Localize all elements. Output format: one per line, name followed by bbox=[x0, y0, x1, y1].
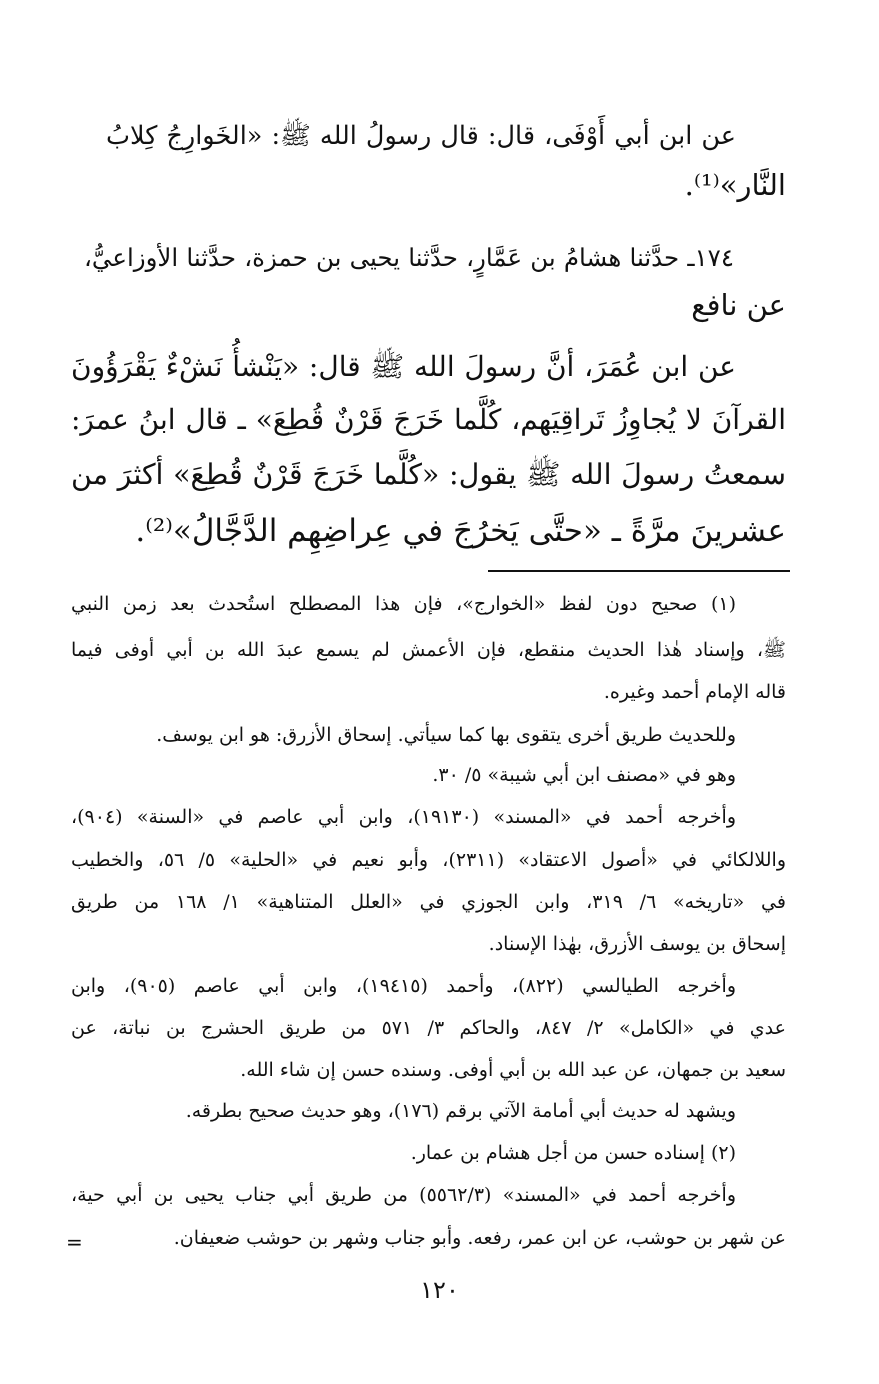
footnote-separator bbox=[488, 570, 790, 572]
footnote-line: قاله الإمام أحمد وغيره. bbox=[603, 681, 786, 703]
footnote-line: وللحديث طريق أخرى يتقوى بها كما سيأتي. إسحاق الأزرق: هو ابن يوسف. bbox=[156, 724, 736, 746]
footnote-line: وأخرجه الطيالسي (٨٢٢)، وأحمد (١٩٤١٥)، وابن أبي عاصم (٩٠٥)، وابن bbox=[71, 975, 736, 997]
footnote-line: (١) صحيح دون لفظ «الخوارج»، فإن هذا المصطلح استُحدث بعد زمن النبي bbox=[71, 593, 736, 615]
main-line: عن ابن عُمَرَ، أنَّ رسولَ الله ﷺ قال: «يَنْشأُ نَشْءٌ يَقْرَؤُونَ bbox=[71, 350, 736, 383]
footnote-line: عن شهر بن حوشب، عن ابن عمر، رفعه. وأبو جناب وشهر بن حوشب ضعيفان. bbox=[173, 1227, 786, 1249]
footnote-line: واللالكائي في «أصول الاعتقاد» (٢٣١١)، وأبو نعيم في «الحلية» ٥/ ٥٦، والخطيب bbox=[71, 849, 787, 871]
main-line: القرآنَ لا يُجاوِزُ تَراقِيَهم، كُلَّما خَرَجَ قَرْنٌ قُطِعَ» ـ قال ابنُ عمرَ: bbox=[71, 403, 786, 436]
footnote-line: إسحاق بن يوسف الأزرق، بهٰذا الإسناد. bbox=[488, 933, 786, 955]
footnote-line: عدي في «الكامل» ٢/ ٨٤٧، والحاكم ٣/ ٥٧١ من طريق الحشرج بن نباتة، عن bbox=[71, 1017, 786, 1039]
main-line: عن نافع bbox=[691, 288, 786, 322]
footnote-line: وأخرجه أحمد في «المسند» (١٩١٣٠)، وابن أبي عاصم في «السنة» (٩٠٤)، bbox=[71, 806, 736, 828]
footnote-line: في «تاريخه» ٦/ ٣١٩، وابن الجوزي في «العلل المتناهية» ١/ ١٦٨ من طريق bbox=[71, 891, 786, 913]
continuation-mark: = bbox=[66, 1230, 83, 1254]
main-line: النَّار»⁽¹⁾. bbox=[684, 168, 786, 202]
footnote-line: وأخرجه أحمد في «المسند» (٥٥٦٢/٣) من طريق أبي جناب يحيى بن أبي حية، bbox=[71, 1184, 736, 1206]
footnote-line: ﷺ، وإسناد هٰذا الحديث منقطع، فإن الأعمش لم يسمع عبدَ الله بن أبي أوفى فيما bbox=[71, 639, 786, 661]
main-line: سمعتُ رسولَ الله ﷺ يقول: «كُلَّما خَرَجَ قَرْنٌ قُطِعَ» أكثرَ من bbox=[71, 458, 786, 491]
page-number: ١٢٠ bbox=[420, 1276, 459, 1304]
footnote-line: سعيد بن جمهان، عن عبد الله بن أبي أوفى. وسنده حسن إن شاء الله. bbox=[240, 1059, 786, 1081]
footnote-line: وهو في «مصنف ابن أبي شيبة» ٥/ ٣٠. bbox=[432, 764, 736, 786]
footnote-line: (٢) إسناده حسن من أجل هشام بن عمار. bbox=[410, 1142, 736, 1164]
footnote-line: ويشهد له حديث أبي أمامة الآتي برقم (١٧٦)، وهو حديث صحيح بطرقه. bbox=[185, 1100, 736, 1122]
main-line: عن ابن أبي أَوْفَى، قال: قال رسولُ الله ﷺ: «الخَوارِجُ كِلابُ bbox=[106, 121, 736, 151]
main-line: عشرينَ مرَّةً ـ «حتَّى يَخرُجَ في عِراضِهِم الدَّجَّالُ»⁽²⁾. bbox=[135, 513, 786, 549]
main-line: ١٧٤ـ حدَّثنا هشامُ بن عَمَّارٍ، حدَّثنا يحيى بن حمزة، حدَّثنا الأوزاعيُّ، bbox=[84, 243, 734, 272]
